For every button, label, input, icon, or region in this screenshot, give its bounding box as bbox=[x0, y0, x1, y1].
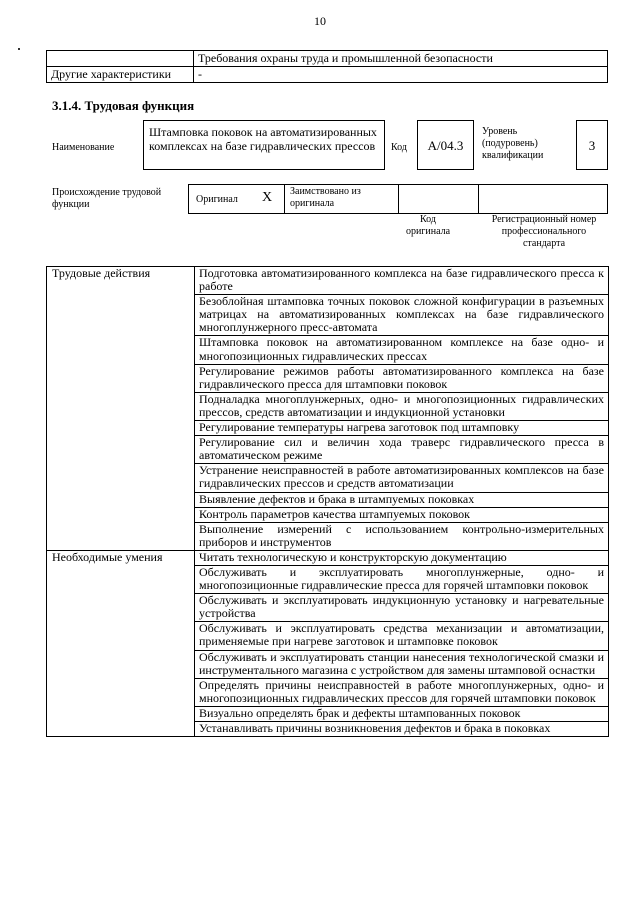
list-item: Читать технологическую и конструкторскую документацию bbox=[195, 550, 609, 565]
list-item: Контроль параметров качества штампуемых поковок bbox=[195, 507, 609, 522]
empty-cell bbox=[47, 51, 194, 67]
reg-number-caption: Регистрационный номер профессионального стандарта bbox=[491, 214, 597, 249]
list-item: Устанавливать причины возникновения дефектов и брака в поковках bbox=[195, 722, 609, 737]
labor-actions-label: Трудовые действия bbox=[47, 267, 195, 551]
scan-speck bbox=[18, 48, 20, 50]
code-value-box: А/04.3 bbox=[417, 120, 474, 170]
list-item: Регулирование режимов работы автоматизированного комплекса на базе гидравлического пресса для штамповки поковок bbox=[195, 364, 609, 392]
divider bbox=[478, 184, 479, 214]
section-title: 3.1.4. Трудовая функция bbox=[52, 98, 195, 113]
list-item: Подготовка автоматизированного комплекса на базе гидравлического пресса к работе bbox=[195, 267, 609, 295]
list-item: Обслуживать и эксплуатировать средства механизации и автоматизации, применяемые при нагреве заготовок и штамповке поковок bbox=[195, 622, 609, 650]
top-characteristics-table bbox=[46, 50, 608, 83]
level-label: Уровень (подуровень) квалификации bbox=[482, 126, 544, 161]
function-name-box: Штамповка поковок на автоматизированных комплексах на базе гидравлических прессов bbox=[143, 120, 385, 170]
list-item: Регулирование сил и величин хода траверс гидравлического пресса в автоматическом режиме bbox=[195, 436, 609, 464]
borrowed-label: Заимствовано из оригинала bbox=[290, 186, 361, 209]
list-item: Безоблойная штамповка точных поковок сложной конфигурации в разъемных матрицах на автоматизированных комплексах на базе гидравлического многоплунжерного пресс-автомата bbox=[195, 295, 609, 336]
origin-label: Происхождение трудовой функции bbox=[52, 187, 162, 210]
level-value-box: 3 bbox=[576, 120, 608, 170]
divider bbox=[284, 184, 285, 214]
list-item: Визуально определять брак и дефекты штампованных поковок bbox=[195, 706, 609, 721]
other-characteristics-value: - bbox=[194, 67, 608, 83]
list-item: Определять причины неисправностей в работе многоплунжерных, одно- и многопозиционных гидравлических прессов для горячей штамповки поковок bbox=[195, 678, 609, 706]
original-label: Оригинал bbox=[196, 194, 238, 205]
function-details-table bbox=[46, 266, 609, 737]
list-item: Обслуживать и эксплуатировать многоплунжерные, одно- и многопозиционные гидравлические пресса для горячей штамповки поковок bbox=[195, 565, 609, 593]
table-row bbox=[47, 67, 608, 83]
code-original-caption: Код оригинала bbox=[405, 214, 451, 237]
list-item: Выполнение измерений с использованием контрольно-измерительных приборов и инструментов bbox=[195, 522, 609, 550]
requirements-cell: Требования охраны труда и промышленной безопасности bbox=[194, 51, 608, 67]
required-skills-label: Необходимые умения bbox=[47, 550, 195, 736]
original-mark: X bbox=[262, 190, 273, 205]
list-item: Подналадка многоплунжерных, одно- и многопозиционных гидравлических прессов, средств автоматизации и индукционной установки bbox=[195, 392, 609, 420]
list-item: Выявление дефектов и брака в штампуемых поковках bbox=[195, 492, 609, 507]
code-label: Код bbox=[391, 142, 407, 153]
table-row bbox=[47, 550, 609, 565]
table-row bbox=[47, 267, 609, 295]
divider bbox=[398, 184, 399, 214]
name-label: Наименование bbox=[52, 142, 115, 153]
list-item: Обслуживать и эксплуатировать станции нанесения технологической смазки и инструментального магазина с устройством для замены штамповой оснастки bbox=[195, 650, 609, 678]
list-item: Устранение неисправностей в работе автоматизированных комплексов на базе гидравлических прессов и средств автоматизации bbox=[195, 464, 609, 492]
table-row bbox=[47, 51, 608, 67]
list-item: Регулирование температуры нагрева заготовок под штамповку bbox=[195, 421, 609, 436]
page-number: 10 bbox=[314, 14, 326, 28]
list-item: Штамповка поковок на автоматизированном комплексе на базе одно- и многопозиционных гидравлических прессах bbox=[195, 336, 609, 364]
list-item: Обслуживать и эксплуатировать индукционную установку и нагревательные устройства bbox=[195, 594, 609, 622]
other-characteristics-label: Другие характеристики bbox=[47, 67, 194, 83]
